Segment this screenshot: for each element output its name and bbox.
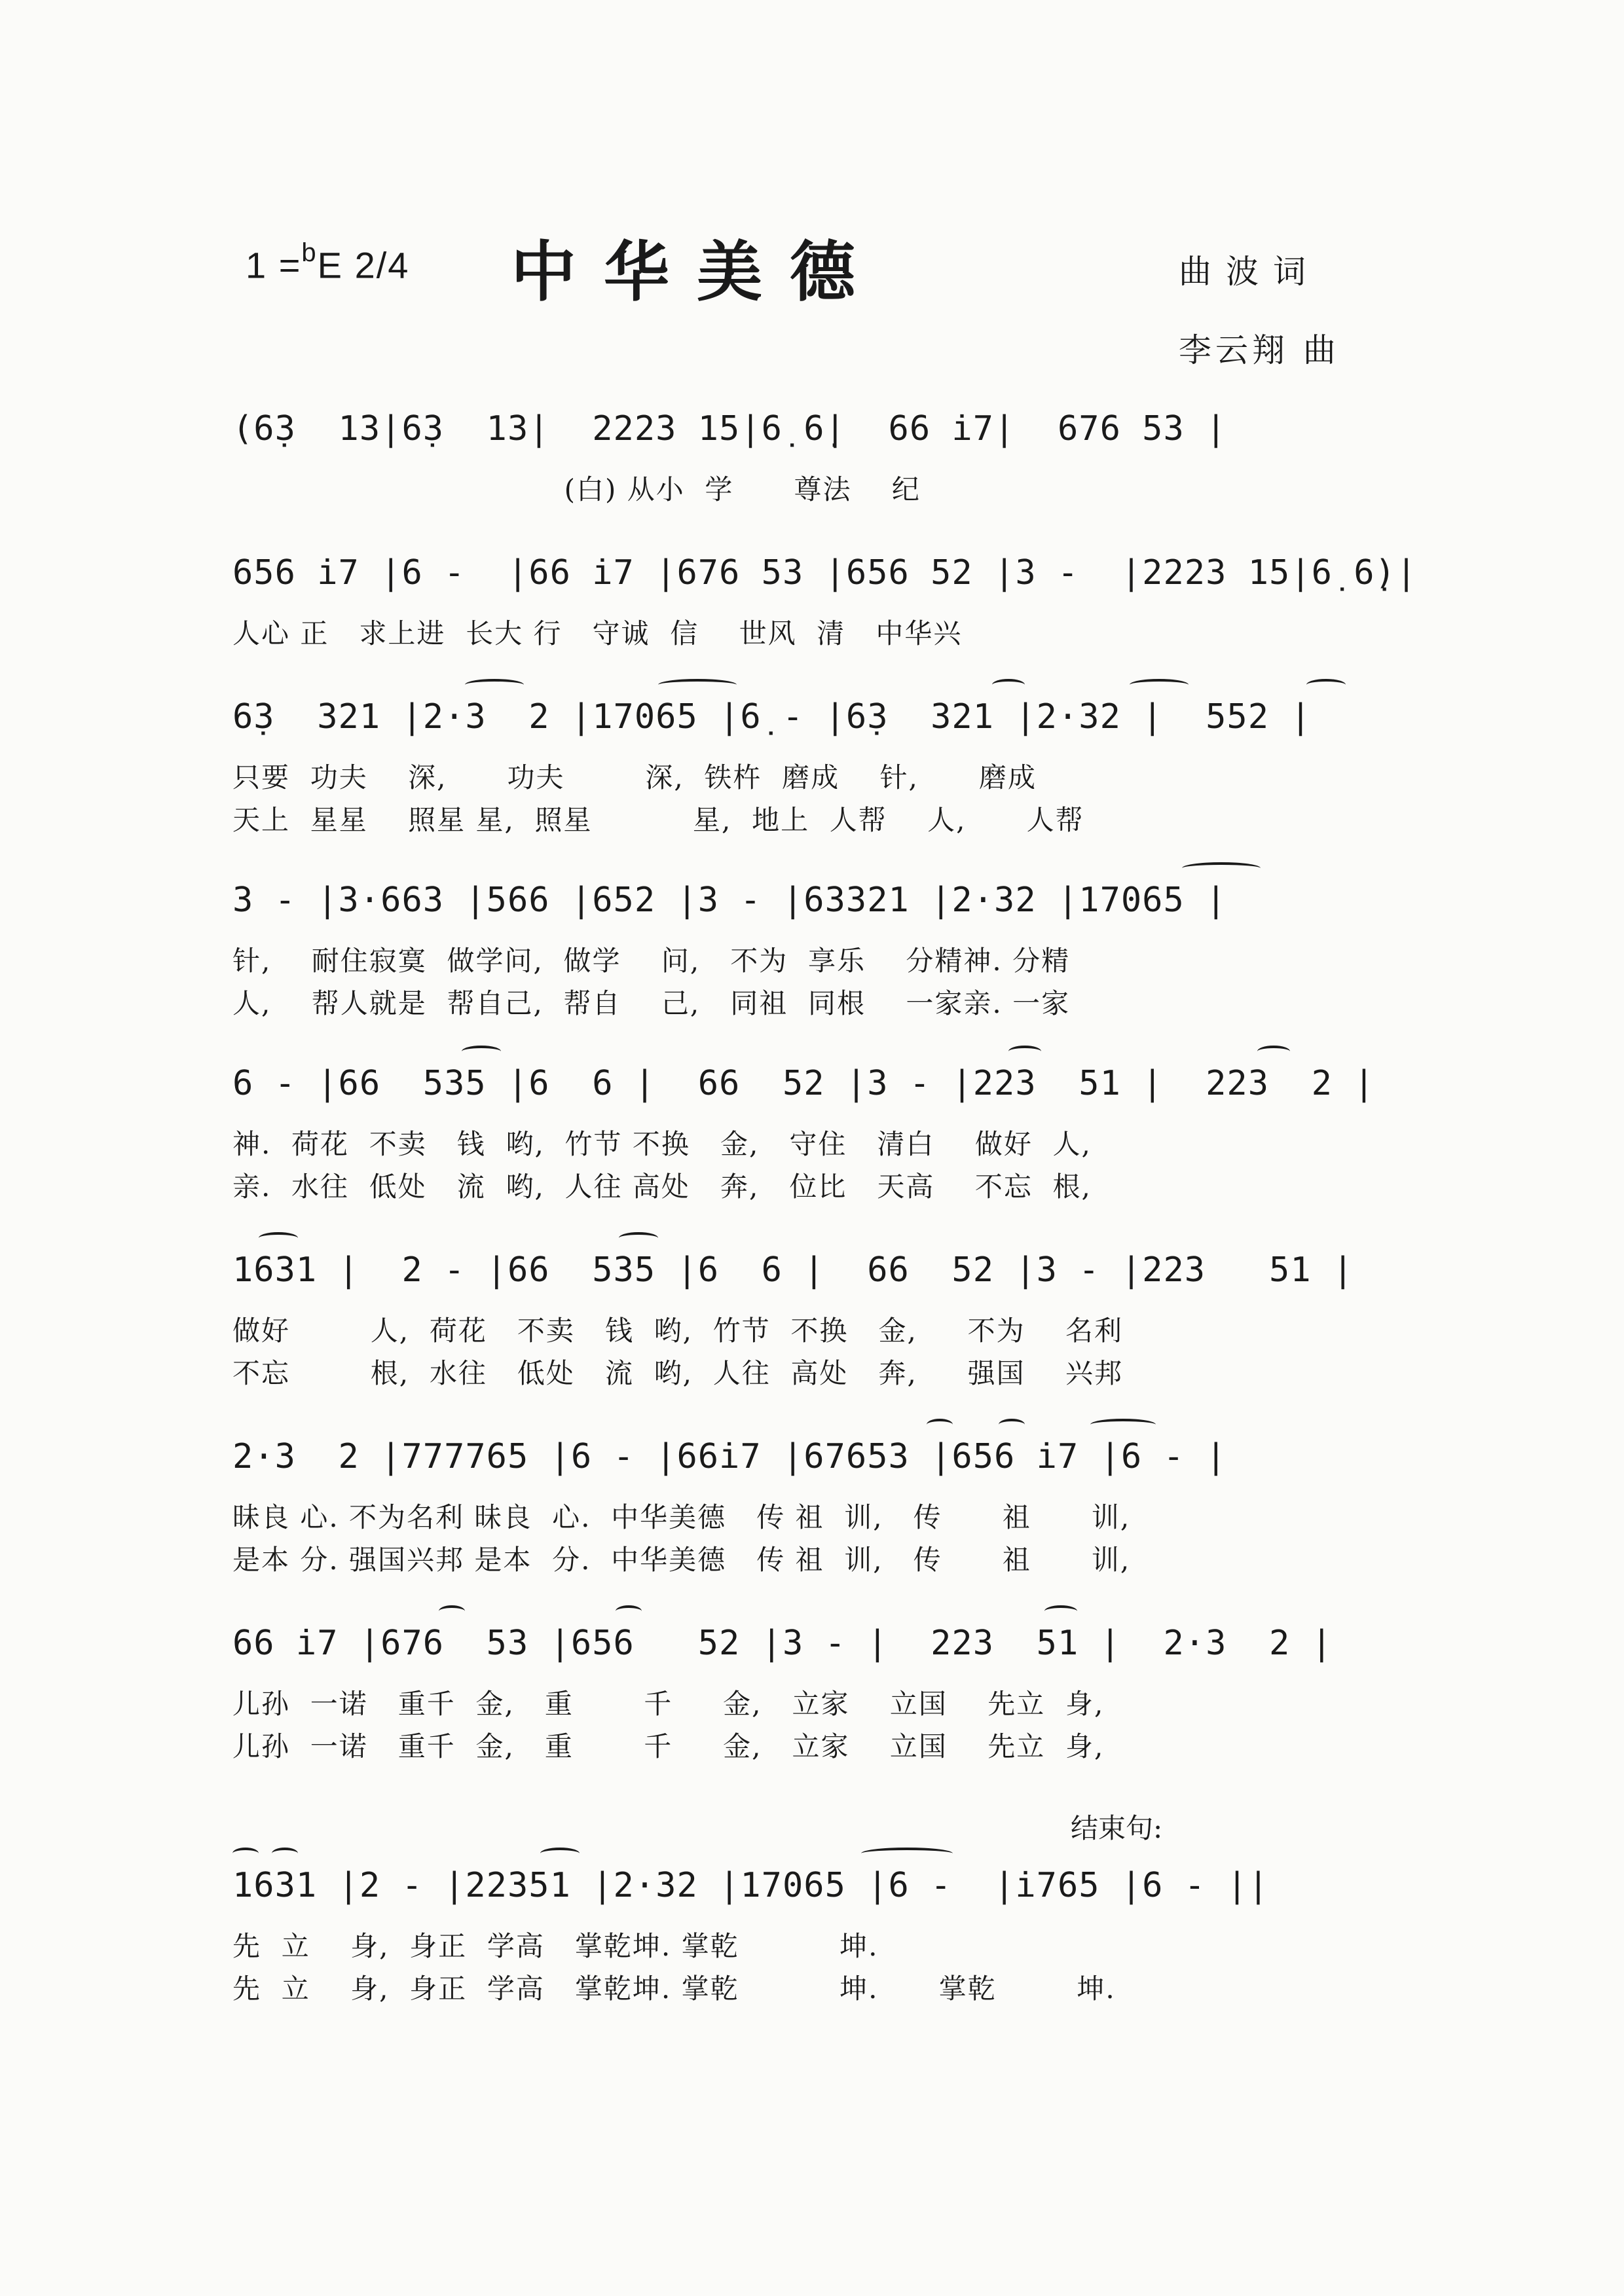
slur: [1044, 1605, 1077, 1617]
lyricist-credit: 曲波词: [1179, 253, 1320, 291]
notes-line: 6̣3 321 |2·3 2 |17065 |6̣ - |6̣3 321 |2·32 | 552 |: [232, 697, 1312, 737]
key-rest: E 2/4: [317, 244, 410, 286]
slur: [1130, 679, 1189, 691]
lyric-verse-2: 天上 星星 照星 星, 照星 星, 地上 人帮 人, 人帮: [232, 804, 1084, 836]
key-flat: b: [301, 238, 318, 267]
key-prefix: 1 =: [246, 244, 302, 286]
notes-line: 1631 | 2 - |66 535 |6 6 | 66 52 |3 - |223 51 |: [232, 1250, 1354, 1290]
lyric-verse-1: (白) 从小 学 尊法 纪: [232, 473, 921, 505]
lyric-verse-1: 神. 荷花 不卖 钱 哟, 竹节 不换 金, 守住 清白 做好 人,: [232, 1128, 1092, 1160]
lyric-verse-2: 是本 分. 强国兴邦 是本 分. 中华美德 传 祖 训, 传 祖 训,: [232, 1544, 1131, 1576]
notes-line: 656 i̇7 |6 - |66 i̇7 |676 53 |656 52 |3 - |2223 15|6̣ 6̣)|: [232, 553, 1418, 592]
slur: [272, 1848, 298, 1859]
slur: [616, 1605, 642, 1617]
slur: [1257, 1046, 1290, 1057]
key-signature: [246, 238, 410, 287]
slur: [992, 679, 1025, 691]
composer-credit: 李云翔 曲: [1179, 331, 1340, 369]
song-title: 中华美德: [511, 233, 883, 310]
slur: [462, 1046, 501, 1057]
slur: [861, 1848, 953, 1859]
lyric-verse-1: 做好 人, 荷花 不卖 钱 哟, 竹节 不换 金, 不为 名利: [232, 1315, 1123, 1347]
ending-label: 结束句:: [1071, 1812, 1163, 1844]
notes-line: 1631 |2 - |22351 |2·32 |17065 |6 - |i̇765 |6 - ||: [232, 1866, 1270, 1905]
notes-line: 66 i̇7 |676 53 |656 52 |3 - | 223 51 | 2·3 2 |: [232, 1624, 1333, 1663]
slur: [1008, 1046, 1041, 1057]
slur: [465, 679, 524, 691]
lyric-verse-1: 针, 耐住寂寞 做学问, 做学 问, 不为 享乐 分精神. 分精: [232, 945, 1071, 977]
lyric-verse-1: 只要 功夫 深, 功夫 深, 铁杵 磨成 针, 磨成: [232, 761, 1037, 793]
lyric-verse-2: 儿孙 一诺 重千 金, 重 千 金, 立家 立国 先立 身,: [232, 1730, 1105, 1762]
notes-line: 6 - |66 535 |6 6 | 66 52 |3 - |223 51 | 223 2 |: [232, 1064, 1375, 1103]
slur: [232, 1848, 259, 1859]
slur: [259, 1232, 298, 1244]
lyric-verse-2: 人, 帮人就是 帮自己, 帮自 己, 同祖 同根 一家亲. 一家: [232, 987, 1071, 1019]
slur: [619, 1232, 658, 1244]
lyric-verse-1: 人心 正 求上进 长大 行 守诚 信 世风 清 中华兴: [232, 617, 963, 649]
lyric-verse-1: 先 立 身, 身正 学高 掌乾坤. 掌乾 坤.: [232, 1930, 879, 1962]
notes-line: (6̣3 13|6̣3 13| 2223 15|6̣ 6̣| 66 i̇7| 676 53 |: [232, 409, 1227, 448]
lyric-verse-1: 儿孙 一诺 重千 金, 重 千 金, 立家 立国 先立 身,: [232, 1688, 1105, 1720]
slur: [658, 679, 737, 691]
slur: [1090, 1419, 1156, 1430]
lyric-verse-2: 亲. 水往 低处 流 哟, 人往 高处 奔, 位比 天高 不忘 根,: [232, 1171, 1092, 1203]
slur: [927, 1419, 953, 1430]
notes-line: 3 - |3·663 |566 |652 |3 - |63321 |2·32 |17065 |: [232, 881, 1227, 920]
slur: [1182, 862, 1261, 874]
slur: [1306, 679, 1346, 691]
slur: [540, 1848, 580, 1859]
lyric-verse-1: 昧良 心. 不为名利 昧良 心. 中华美德 传 祖 训, 传 祖 训,: [232, 1501, 1131, 1533]
slur: [999, 1419, 1025, 1430]
notes-line: 2·3 2 |777765 |6 - |66i̇7 |67653 |656 i̇7 |6 - |: [232, 1437, 1227, 1476]
slur: [439, 1605, 465, 1617]
lyric-verse-2: 不忘 根, 水往 低处 流 哟, 人往 高处 奔, 强国 兴邦: [232, 1357, 1123, 1389]
lyric-verse-2: 先 立 身, 身正 学高 掌乾坤. 掌乾 坤. 掌乾 坤.: [232, 1973, 1116, 2005]
